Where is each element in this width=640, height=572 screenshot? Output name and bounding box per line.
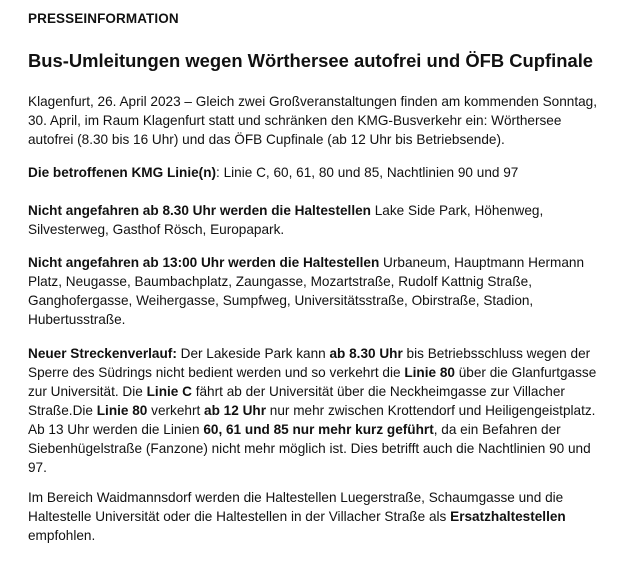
new-route-emphasis: Linie 80 <box>404 365 455 380</box>
replacement-line: Im Bereich Waidmannsdorf werden die Haltestellen Luegerstraße, Schaumgasse und die <box>28 490 564 505</box>
new-route-text: fährt ab der Universität über die Neckheimgasse zur Villacher <box>191 384 565 399</box>
new-route-text: verkehrt <box>147 403 205 418</box>
new-route-paragraph <box>28 344 628 477</box>
new-route-text: Der Lakeside Park kann <box>176 346 330 361</box>
affected-lines-paragraph <box>28 163 628 182</box>
new-route-text: Ab 13 Uhr werden die Linien <box>28 422 204 437</box>
replacement-stops-paragraph <box>28 488 628 545</box>
new-route-line <box>28 382 628 401</box>
new-route-text: zur Universität. Die <box>28 384 147 399</box>
new-route-label: Neuer Streckenverlauf: <box>28 346 177 361</box>
stops-1300-line: Platz, Neugasse, Baumbachplatz, Zaungasse, Mozartstraße, Rudolf Kattnig Straße, <box>28 274 532 289</box>
stops-0830-text: Lake Side Park, Höhenweg, <box>370 203 544 218</box>
new-route-line <box>28 363 628 382</box>
new-route-text: nur mehr zwischen Krottendorf und Heiligengeistplatz. <box>266 403 596 418</box>
new-route-line <box>28 420 628 439</box>
affected-lines-text: : Linie C, 60, 61, 80 und 85, Nachtlinien 90 und 97 <box>216 165 519 180</box>
new-route-text: bis Betriebsschluss wegen der <box>402 346 591 361</box>
new-route-text: Sperre des Südrings nicht bedient werden und so verkehrt die <box>28 365 405 380</box>
intro-line: Klagenfurt, 26. April 2023 – Gleich zwei Großveranstaltungen finden am kommenden Sonntag, <box>28 94 598 109</box>
new-route-line: 97. <box>28 460 47 475</box>
replacement-line <box>28 507 628 526</box>
replacement-text: Haltestelle Universität oder die Haltestellen in der Villacher Straße als <box>28 509 451 524</box>
new-route-emphasis: ab 12 Uhr <box>204 403 266 418</box>
stops-0830-label: Nicht angefahren ab 8.30 Uhr werden die Haltestellen <box>28 203 371 218</box>
replacement-emphasis: Ersatzhaltestellen <box>450 509 566 524</box>
new-route-emphasis: Linie C <box>146 384 192 399</box>
new-route-emphasis: ab 8.30 Uhr <box>329 346 403 361</box>
stops-0830-line <box>28 201 628 220</box>
intro-line: 30. April, im Raum Klagenfurt statt und schränken den KMG-Busverkehr ein: Wörthersee <box>28 113 562 128</box>
stops-1300-line: Ganghofergasse, Weihergasse, Sumpfweg, Universitätsstraße, Obirstraße, Stadion, <box>28 293 534 308</box>
stops-1300-label: Nicht angefahren ab 13:00 Uhr werden die Haltestellen <box>28 255 380 270</box>
intro-paragraph <box>28 92 628 149</box>
stops-1300-line <box>28 253 628 272</box>
stops-0830-line: Silvesterweg, Gasthof Rösch, Europapark. <box>28 222 285 237</box>
stops-1300-line: Hubertusstraße. <box>28 312 126 327</box>
new-route-text: über die Glanfurtgasse <box>454 365 597 380</box>
stops-1300-paragraph <box>28 253 628 329</box>
new-route-emphasis: Linie 80 <box>96 403 148 418</box>
affected-lines-line <box>28 163 628 182</box>
replacement-line: empfohlen. <box>28 528 96 543</box>
intro-line: autofrei (8.30 bis 16 Uhr) und das ÖFB Cupfinale (ab 12 Uhr bis Betriebsende). <box>28 132 505 147</box>
new-route-line <box>28 344 628 363</box>
stops-0830-paragraph <box>28 201 628 239</box>
stops-1300-text: Urbaneum, Hauptmann Hermann <box>379 255 585 270</box>
affected-lines-label: Die betroffenen KMG Linie(n) <box>28 165 217 180</box>
new-route-line: Siebenhügelstraße (Fanzone) nicht mehr möglich ist. Dies betrifft auch die Nachtlinien 90 und <box>28 441 591 456</box>
new-route-text: , da ein Befahren der <box>433 422 561 437</box>
new-route-line <box>28 401 628 420</box>
document-label: PRESSEINFORMATION <box>28 11 179 26</box>
new-route-text: Straße.Die <box>28 403 97 418</box>
new-route-emphasis: 60, 61 und 85 nur mehr kurz geführt <box>203 422 434 437</box>
headline: Bus-Umleitungen wegen Wörthersee autofrei und ÖFB Cupfinale <box>28 50 594 71</box>
